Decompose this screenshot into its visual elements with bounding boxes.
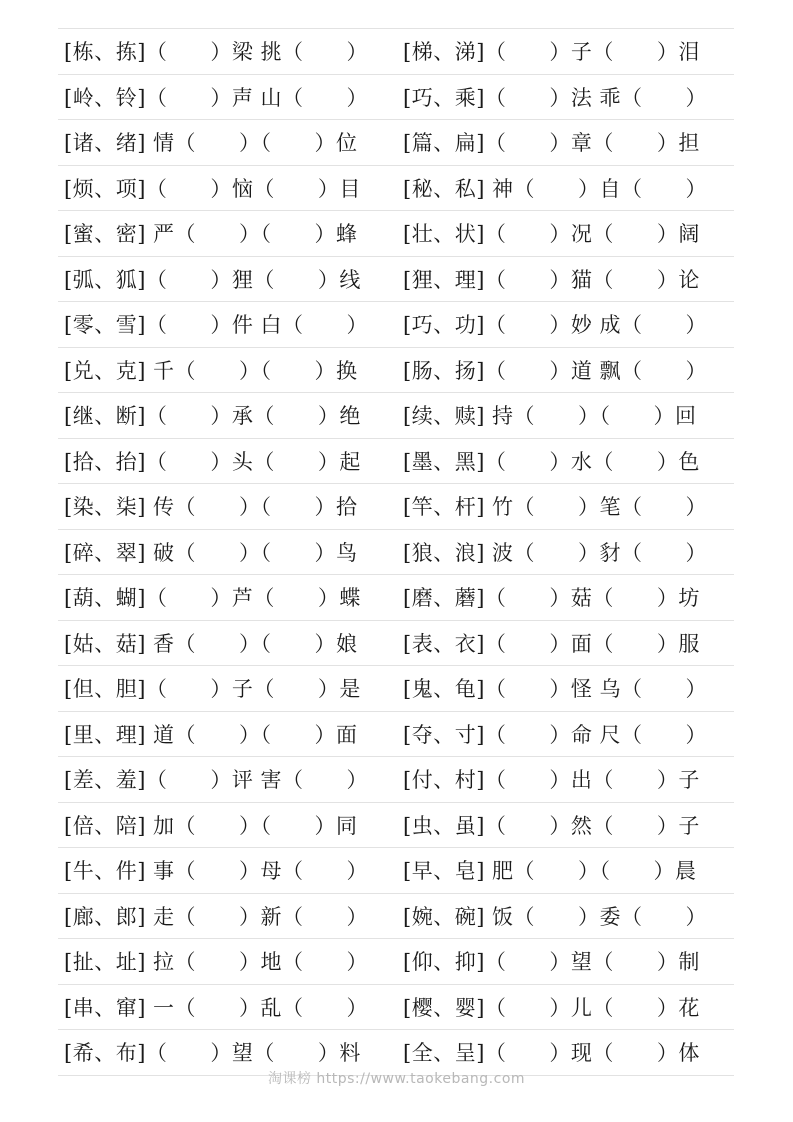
exercise-right: [付、村]（ ）出（ ）子 (403, 768, 700, 793)
exercise-row (58, 575, 734, 621)
exercise-left: [差、羞]（ ）评 害（ ） (64, 768, 369, 793)
exercise-left: [牛、件] 事（ ）母（ ） (64, 859, 369, 884)
exercise-row (58, 803, 734, 849)
exercise-right: [婉、碗] 饭（ ）委（ ） (403, 904, 708, 929)
exercise-row (58, 666, 734, 712)
exercise-right: [续、赎] 持（ ）（ ）回 (403, 404, 697, 429)
exercise-right: [早、皂] 肥（ ）（ ）晨 (403, 859, 697, 884)
exercise-left: [里、理] 道（ ）（ ）面 (64, 722, 358, 747)
exercise-right: [鬼、龟]（ ）怪 乌（ ） (403, 677, 708, 702)
exercise-row (58, 75, 734, 121)
exercise-left: [碎、翠] 破（ ）（ ）鸟 (64, 540, 358, 565)
exercise-right: [全、呈]（ ）现（ ）体 (403, 1041, 700, 1066)
exercise-right: [樱、婴]（ ）儿（ ）花 (403, 995, 700, 1020)
exercise-table (58, 28, 734, 1076)
exercise-left: [蜜、密] 严（ ）（ ）蜂 (64, 222, 358, 247)
exercise-row (58, 302, 734, 348)
exercise-left: [诸、绪] 情（ ）（ ）位 (64, 131, 358, 156)
exercise-right: [竿、杆] 竹（ ）笔（ ） (403, 495, 708, 520)
exercise-row (58, 985, 734, 1031)
exercise-left: [但、胆]（ ）子（ ）是 (64, 677, 361, 702)
exercise-right: [磨、蘑]（ ）菇（ ）坊 (403, 586, 700, 611)
exercise-right: [壮、状]（ ）况（ ）阔 (403, 222, 700, 247)
exercise-row (58, 211, 734, 257)
exercise-left: [姑、菇] 香（ ）（ ）娘 (64, 631, 358, 656)
exercise-right: [表、衣]（ ）面（ ）服 (403, 631, 700, 656)
exercise-row (58, 166, 734, 212)
exercise-right: [秘、私] 神（ ）自（ ） (403, 176, 708, 201)
exercise-left: [倍、陪] 加（ ）（ ）同 (64, 813, 358, 838)
exercise-row (58, 120, 734, 166)
exercise-right: [狸、理]（ ）猫（ ）论 (403, 267, 700, 292)
exercise-right: [仰、抑]（ ）望（ ）制 (403, 950, 700, 975)
exercise-row (58, 393, 734, 439)
exercise-row (58, 484, 734, 530)
exercise-right: [巧、乘]（ ）法 乖（ ） (403, 85, 708, 110)
exercise-left: [岭、铃]（ ）声 山（ ） (64, 85, 369, 110)
exercise-row (58, 439, 734, 485)
exercise-row (58, 29, 734, 75)
exercise-right: [梯、涕]（ ）子（ ）泪 (403, 40, 700, 65)
watermark: 淘课榜 https://www.taokebang.com (267, 1071, 526, 1087)
exercise-left: [烦、项]（ ）恼（ ）目 (64, 176, 361, 201)
exercise-left: [廊、郎] 走（ ）新（ ） (64, 904, 369, 929)
exercise-row (58, 757, 734, 803)
exercise-right: [篇、扁]（ ）章（ ）担 (403, 131, 700, 156)
exercise-row (58, 939, 734, 985)
exercise-left: [希、布]（ ）望（ ）料 (64, 1041, 361, 1066)
exercise-row (58, 257, 734, 303)
exercise-left: [葫、蝴]（ ）芦（ ）蝶 (64, 586, 361, 611)
exercise-left: [继、断]（ ）承（ ）绝 (64, 404, 361, 429)
exercise-left: [扯、址] 拉（ ）地（ ） (64, 950, 369, 975)
exercise-row (58, 621, 734, 667)
exercise-row (58, 894, 734, 940)
exercise-row (58, 712, 734, 758)
exercise-right: [肠、扬]（ ）道 飘（ ） (403, 358, 708, 383)
exercise-left: [弧、狐]（ ）狸（ ）线 (64, 267, 361, 292)
exercise-left: [拾、抬]（ ）头（ ）起 (64, 449, 361, 474)
exercise-right: [夺、寸]（ ）命 尺（ ） (403, 722, 708, 747)
exercise-row (58, 530, 734, 576)
exercise-right: [巧、功]（ ）妙 成（ ） (403, 313, 708, 338)
exercise-left: [染、柒] 传（ ）（ ）拾 (64, 495, 358, 520)
exercise-left: [串、窜] 一（ ）乱（ ） (64, 995, 369, 1020)
exercise-right: [墨、黑]（ ）水（ ）色 (403, 449, 700, 474)
exercise-right: [狼、浪] 波（ ）豺（ ） (403, 540, 708, 565)
exercise-left: [兑、克] 千（ ）（ ）换 (64, 358, 358, 383)
exercise-left: [零、雪]（ ）件 白（ ） (64, 313, 369, 338)
exercise-right: [虫、虽]（ ）然（ ）子 (403, 813, 700, 838)
exercise-left: [栋、拣]（ ）梁 挑（ ） (64, 40, 369, 65)
exercise-row (58, 348, 734, 394)
exercise-row (58, 848, 734, 894)
